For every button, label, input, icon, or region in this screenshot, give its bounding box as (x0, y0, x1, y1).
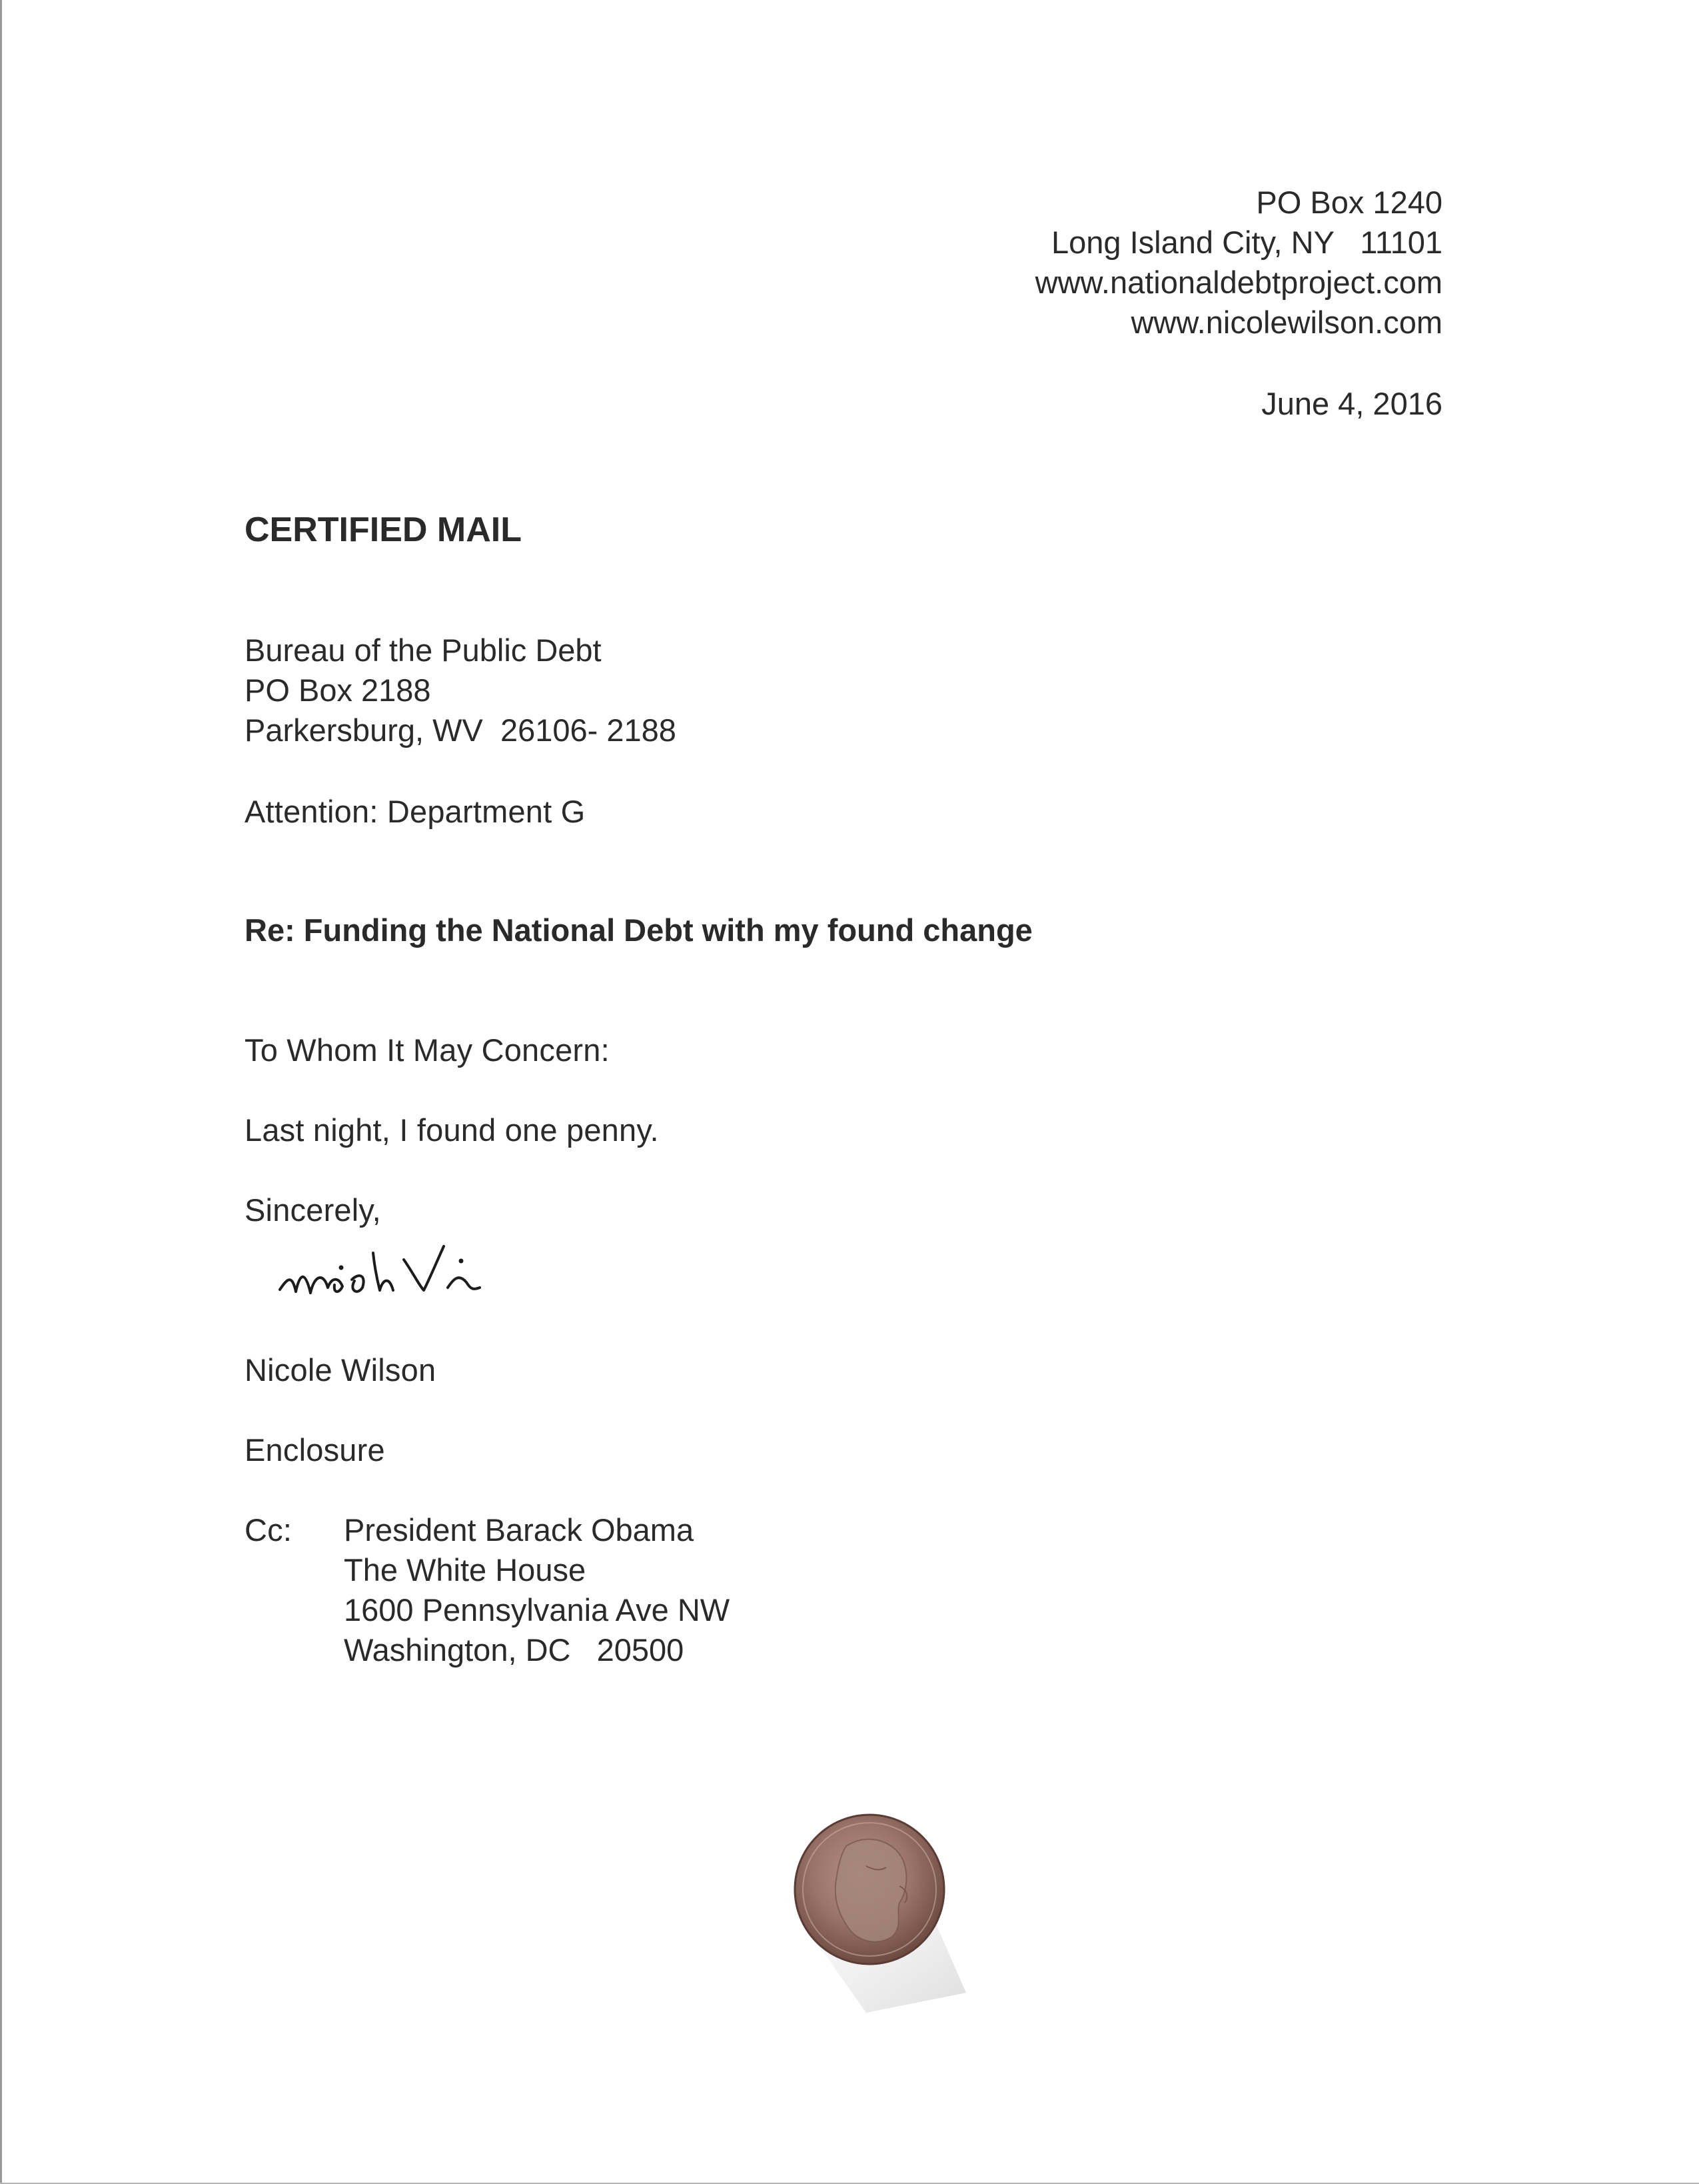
sender-website-2: www.nicolewilson.com (1131, 305, 1442, 340)
letter-body: Last night, I found one penny. (245, 1112, 659, 1148)
recipient-name: Bureau of the Public Debt (245, 632, 602, 668)
recipient-address-line1: PO Box 2188 (245, 672, 431, 708)
sender-address-line1: PO Box 1240 (1256, 185, 1442, 220)
cc-recipient (344, 1510, 730, 1670)
scan-edge (0, 0, 2, 2184)
cc-line: President Barack Obama (344, 1512, 694, 1548)
sender-website-1: www.nationaldebtproject.com (1035, 265, 1442, 300)
attention-line: Attention: Department G (245, 794, 586, 829)
signer-name: Nicole Wilson (245, 1352, 436, 1388)
subject-line: Re: Funding the National Debt with my found change (245, 912, 1033, 948)
sender-address (1035, 183, 1442, 343)
handwritten-signature (273, 1226, 606, 1326)
penny-image (766, 1793, 986, 2019)
sender-address-line2: Long Island City, NY 11101 (1051, 225, 1442, 260)
cc-line: Washington, DC 20500 (344, 1632, 684, 1667)
recipient-address (245, 630, 676, 750)
delivery-method: CERTIFIED MAIL (245, 511, 522, 549)
closing: Sincerely, (245, 1192, 381, 1228)
cc-line: 1600 Pennsylvania Ave NW (344, 1592, 730, 1628)
cc-label: Cc: (245, 1512, 292, 1548)
enclosure-note: Enclosure (245, 1432, 385, 1468)
salutation: To Whom It May Concern: (245, 1032, 610, 1068)
letter-date: June 4, 2016 (1261, 386, 1442, 421)
recipient-address-line2: Parkersburg, WV 26106- 2188 (245, 712, 676, 748)
cc-line: The White House (344, 1552, 586, 1588)
